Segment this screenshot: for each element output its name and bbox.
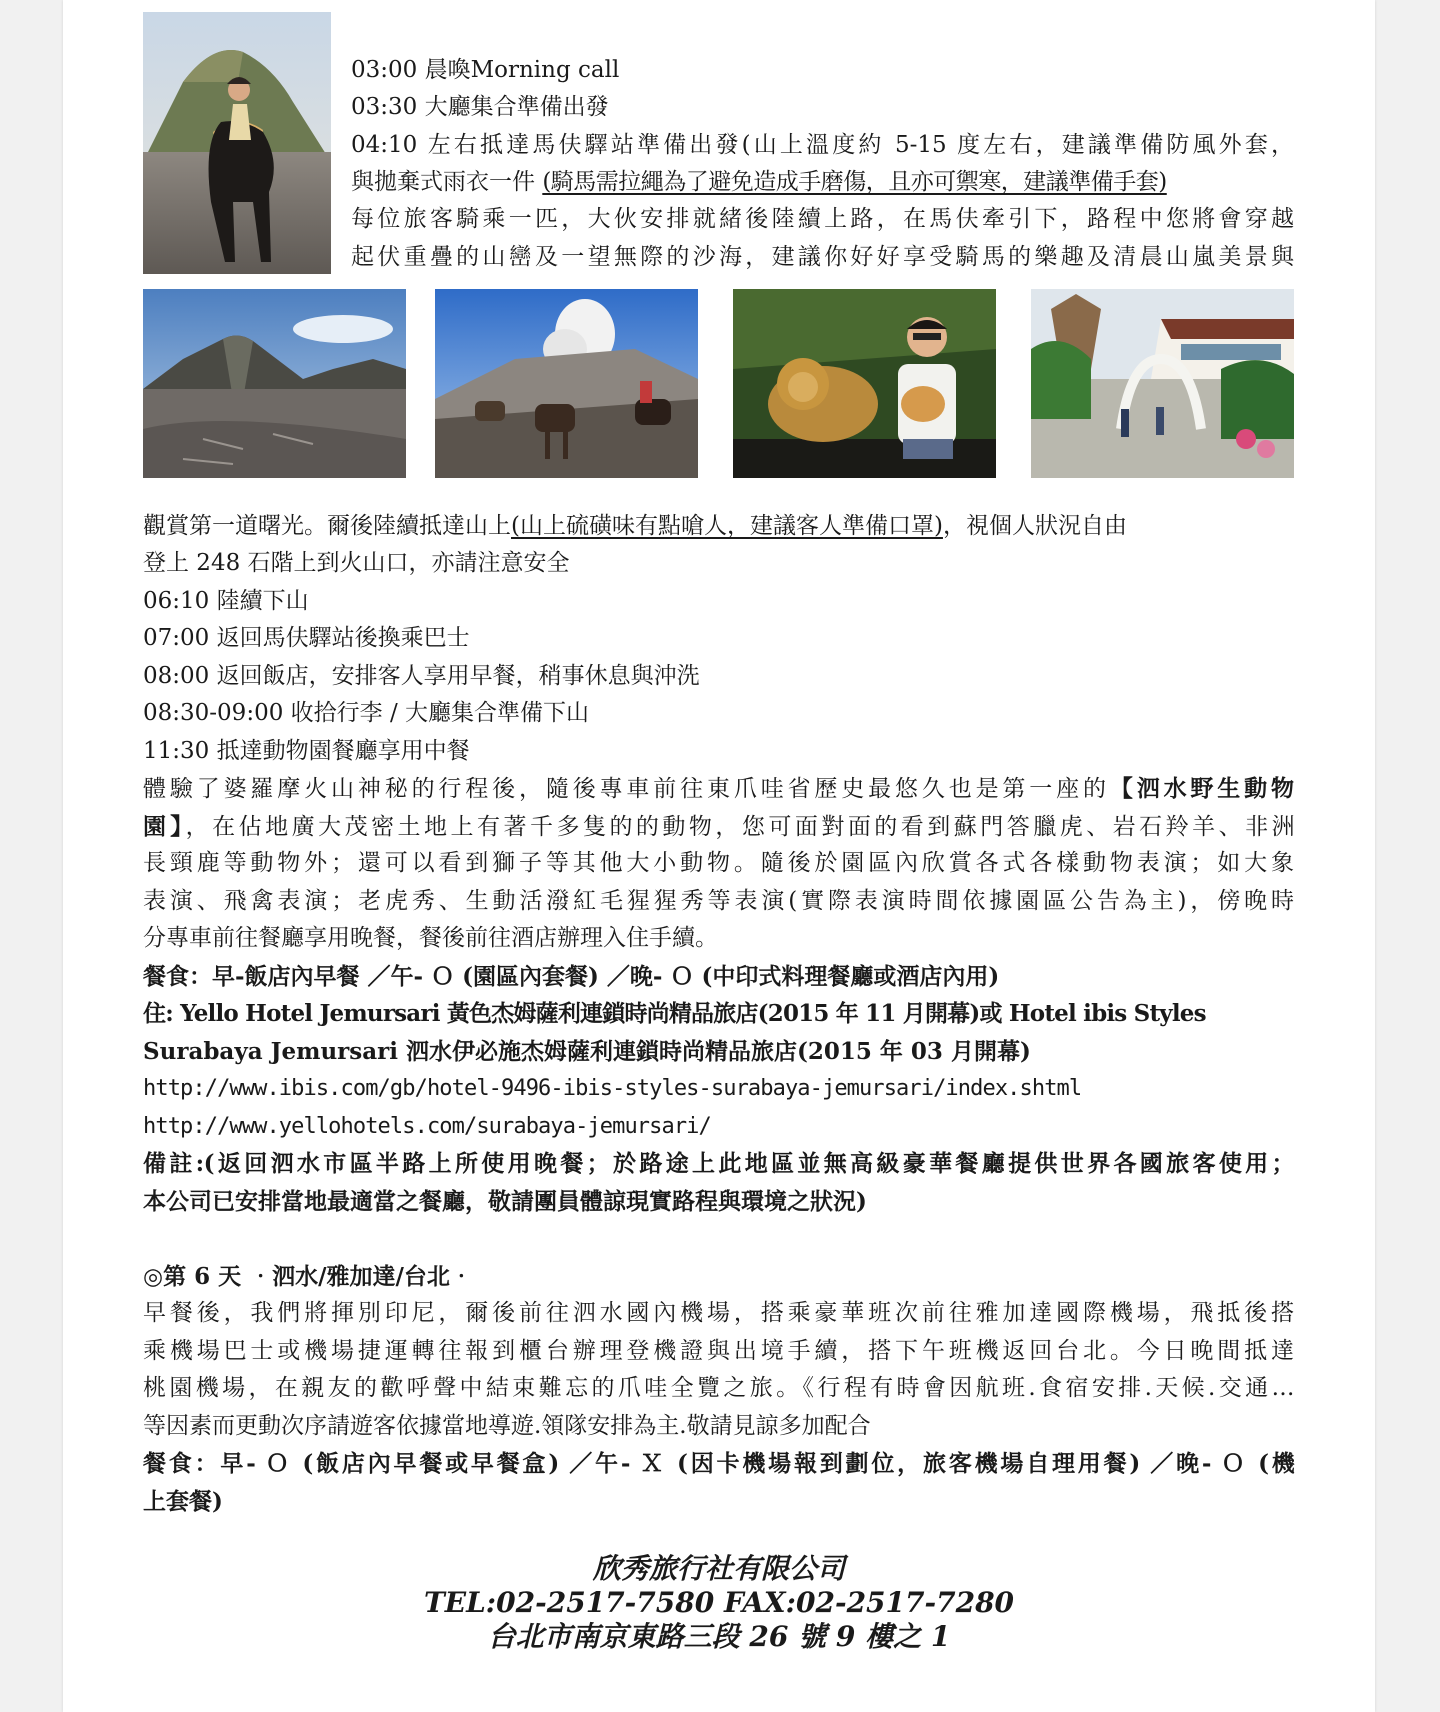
hotel-line-1: 住: Yello Hotel Jemursari 黃色杰姆薩利連鎖時尚精品旅店(2015 年 11 月開幕)或 Hotel ibis Styles [143, 1000, 1206, 1027]
gloves-note: (騎馬需拉繩為了避免造成手磨傷，且亦可禦寒，建議準備手套) [542, 169, 1167, 195]
schedule-0830: 08:30-09:00 收拾行李 / 大廳集合準備下山 [143, 700, 590, 726]
photo-volcano-image [143, 289, 406, 478]
ibis-url[interactable]: http://www.ibis.com/gb/hotel-9496-ibis-styles-surabaya-jemursari/index.shtml [143, 1076, 1082, 1101]
zoo-name: 【泗水野生動物 [1109, 775, 1295, 802]
schedule-0410: 04:10 左右抵達馬伕驛站準備出發(山上溫度約 5-15 度左右，建議準備防風外套， [351, 132, 1294, 158]
raincoat-line [351, 164, 1294, 202]
photo-horse-trail [435, 289, 698, 478]
day6-body-1: 早餐後，我們將揮別印尼，爾後前往泗水國內機場，搭乘豪華班次前往雅加達國際機場，飛抵後搭 [143, 1300, 1294, 1326]
note-line-1: 備註:(返回泗水市區半路上所使用晚餐；於路途上此地區並無高級豪華餐廳提供世界各國旅客使用； [143, 1150, 1294, 1177]
company-phone: TEL:02-2517-7580 FAX:02-2517-7280 [423, 1586, 1015, 1619]
yello-url[interactable]: http://www.yellohotels.com/surabaya-jemursari/ [143, 1114, 711, 1139]
day6-body-3: 桃園機場，在親友的歡呼聲中結束難忘的爪哇全覽之旅。《行程有時會因航班.食宿安排.天候.交通… [143, 1375, 1294, 1401]
photo-volcano [143, 289, 406, 478]
zoo-name-end: 園】 [143, 813, 186, 840]
sunrise-text: 觀賞第一道曙光。爾後陸續抵達山上 [143, 513, 511, 539]
raincoat-text: 與拋棄式雨衣一件 [351, 169, 543, 195]
document-page [63, 0, 1375, 1712]
zoo-line-1 [143, 770, 1294, 809]
photo-lion-cub-image [733, 289, 996, 478]
schedule-0700: 07:00 返回馬伕驛站後換乘巴士 [143, 625, 470, 651]
schedule-0610: 06:10 陸續下山 [143, 588, 309, 614]
photo-horse-rider-image [143, 12, 331, 274]
day6-meals-2: 上套餐) [143, 1488, 223, 1515]
schedule-0800: 08:00 返回飯店，安排客人享用早餐，稍事休息與沖洗 [143, 663, 700, 689]
photo-horse-rider [143, 12, 331, 274]
riding-line-2: 起伏重疊的山巒及一望無際的沙海，建議你好好享受騎馬的樂趣及清晨山嵐美景與 [351, 244, 1294, 270]
zoo-intro: 體驗了婆羅摩火山神秘的行程後，隨後專車前往東爪哇省歷史最悠久也是第一座的 [143, 776, 1110, 802]
hotel-line-2: Surabaya Jemursari 泗水伊必施杰姆薩利連鎖時尚精品旅店(2015 年 03 月開幕) [143, 1038, 1031, 1065]
company-name: 欣秀旅行社有限公司 [592, 1552, 845, 1585]
day6-meals-1: 餐食：早- Ｏ (飯店內早餐或早餐盒) ／午- Ｘ (因卡機場報到劃位，旅客機場自理用餐) ／晚- Ｏ (機 [143, 1450, 1294, 1477]
zoo-line-4: 表演、飛禽表演；老虎秀、生動活潑紅毛猩猩秀等表演(實際表演時間依據園區公告為主)，傍晚時 [143, 888, 1294, 914]
zoo-animals: ，在佔地廣大茂密土地上有著千多隻的的動物，您可面對面的看到蘇門答臘虎、岩石羚羊、非洲 [185, 814, 1294, 840]
zoo-line-5: 分專車前往餐廳享用晚餐，餐後前往酒店辦理入住手續。 [143, 925, 718, 951]
note-line-2: 本公司已安排當地最適當之餐廳，敬請團員體諒現實路程與環境之狀況) [143, 1188, 867, 1215]
mask-note: (山上硫磺味有點嗆人，建議客人準備口罩) [511, 513, 943, 539]
day5-meals: 餐食：早-飯店內早餐 ／午- Ｏ (園區內套餐) ／晚- Ｏ (中印式料理餐廳或酒店內用) [143, 963, 1000, 990]
photo-lion-cub [733, 289, 996, 478]
day6-title: ◎第 6 天 ‧泗水/雅加達/台北‧ [143, 1263, 473, 1290]
zoo-line-3: 長頸鹿等動物外；還可以看到獅子等其他大小動物。隨後於園區內欣賞各式各樣動物表演；如大象 [143, 850, 1294, 876]
photo-resort-garden [1031, 289, 1294, 478]
photo-resort-garden-image [1031, 289, 1294, 478]
day6-body-2: 乘機場巴士或機場捷運轉往報到櫃台辦理登機證與出境手續，搭下午班機返回台北。今日晚間抵達 [143, 1338, 1294, 1364]
schedule-0330: 03:30 大廳集合準備出發 [351, 94, 609, 120]
day6-body-4: 等因素而更動次序請遊客依據當地導遊.領隊安排為主.敬請見諒多加配合 [143, 1413, 871, 1439]
sunrise-line [143, 508, 1294, 546]
photo-horse-trail-image [435, 289, 698, 478]
crater-line: 登上 248 石階上到火山口，亦請注意安全 [143, 550, 570, 576]
riding-line-1: 每位旅客騎乘一匹，大伙安排就緒後陸續上路，在馬伕牽引下，路程中您將會穿越 [351, 206, 1294, 232]
zoo-line-2 [143, 808, 1294, 847]
sunrise-text-tail: ，視個人狀況自由 [942, 513, 1127, 539]
schedule-0300: 03:00 晨喚Morning call [351, 57, 620, 83]
company-address: 台北市南京東路三段 26 號 9 樓之 1 [487, 1620, 951, 1653]
schedule-1130: 11:30 抵達動物園餐廳享用中餐 [143, 738, 470, 764]
